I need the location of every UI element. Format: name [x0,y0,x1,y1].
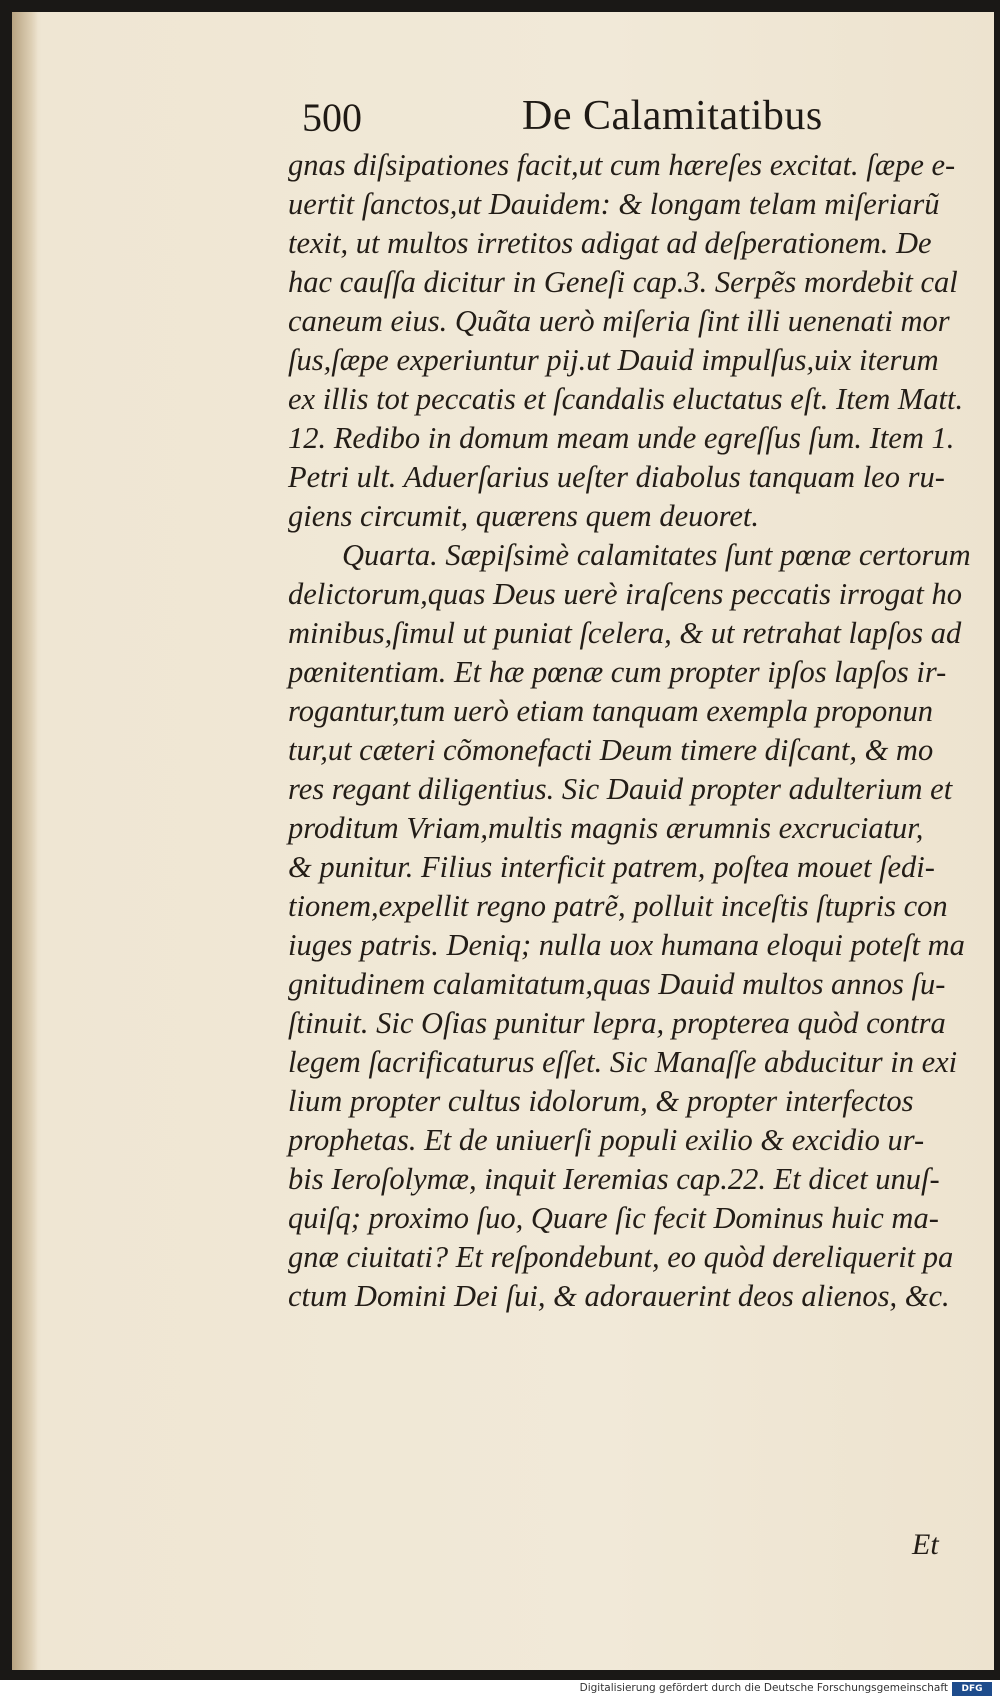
running-head: De Calamitatibus [522,93,823,139]
text-line: texit, ut multos irretitos adigat ad deſperationem. De [288,226,932,260]
text-line: uertit ſanctos,ut Dauidem: & longam telam miſeriarũ [288,187,940,221]
text-line: quiſq; proximo ſuo, Quare ſic fecit Dominus huic ma- [288,1201,939,1235]
text-line: gnas diſsipationes facit,ut cum hæreſes excitat. ſæpe e- [288,148,956,182]
text-line: delictorum,quas Deus uerè iraſcens peccatis irrogat ho [288,577,963,611]
body-text [288,146,971,1316]
digitization-footer [0,1680,1000,1699]
book-page [12,12,994,1670]
text-line: lium propter cultus idolorum, & propter interfectos [288,1084,914,1118]
text-line: bis Ieroſolymæ, inquit Ieremias cap.22. Et dicet unuſ- [288,1162,940,1196]
catchword: Et [912,1528,939,1561]
text-line: gnæ ciuitati? Et reſpondebunt, eo quòd dereliquerit pa [288,1240,954,1274]
text-line: legem ſacrificaturus eſſet. Sic Manaſſe abducitur in exi [288,1045,958,1079]
text-line: tionem,expellit regno patrẽ, polluit inceſtis ſtupris con [288,889,948,923]
text-line: minibus,ſimul ut puniat ſcelera, & ut retrahat lapſos ad [288,616,962,650]
text-line: & punitur. Filius interficit patrem, poſtea mouet ſedi- [288,850,935,884]
text-line: ctum Domini Dei ſui, & adorauerint deos alienos, &c. [288,1279,950,1313]
text-line: prophetas. Et de uniuerſi populi exilio & excidio ur- [288,1123,925,1157]
text-line: hac cauſſa dicitur in Geneſi cap.3. Serpẽs mordebit cal [288,265,958,299]
text-line: Petri ult. Aduerſarius ueſter diabolus tanquam leo ru- [288,460,945,494]
page-header [302,92,862,152]
text-line: rogantur,tum uerò etiam tanquam exempla proponun [288,694,933,728]
page-number: 500 [302,95,362,140]
text-line: ex illis tot peccatis et ſcandalis eluctatus eſt. Item Matt. [288,382,964,416]
text-line: giens circumit, quærens quem deuoret. [288,499,759,533]
text-line: iuges patris. Deniq; nulla uox humana eloqui poteſt ma [288,928,965,962]
funding-credit: Digitalisierung gefördert durch die Deutsche Forschungsgemeinschaft [579,1682,948,1694]
paragraph-start-line: Quarta. Sæpiſsimè calamitates ſunt pœnæ certorum [342,538,971,572]
text-line: caneum eius. Quãta uerò miſeria ſint illi uenenati mor [288,304,950,338]
text-line: res regant diligentius. Sic Dauid propter adulterium et [288,772,953,806]
text-line: pœnitentiam. Et hæ pœnæ cum propter ipſos lapſos ir- [288,655,947,689]
text-line: ſus,ſæpe experiuntur pij.ut Dauid impulſus,uix iterum [288,343,939,377]
text-line: proditum Vriam,multis magnis ærumnis excruciatur, [288,811,924,845]
dfg-logo: DFG [952,1682,992,1696]
text-line: ſtinuit. Sic Oſias punitur lepra, propterea quòd contra [288,1006,946,1040]
text-line: tur,ut cæteri cõmonefacti Deum timere diſcant, & mo [288,733,934,767]
text-line: 12. Redibo in domum meam unde egreſſus ſum. Item 1. [288,421,955,455]
text-line: gnitudinem calamitatum,quas Dauid multos annos ſu- [288,967,946,1001]
page-gutter-edge [12,12,38,1670]
